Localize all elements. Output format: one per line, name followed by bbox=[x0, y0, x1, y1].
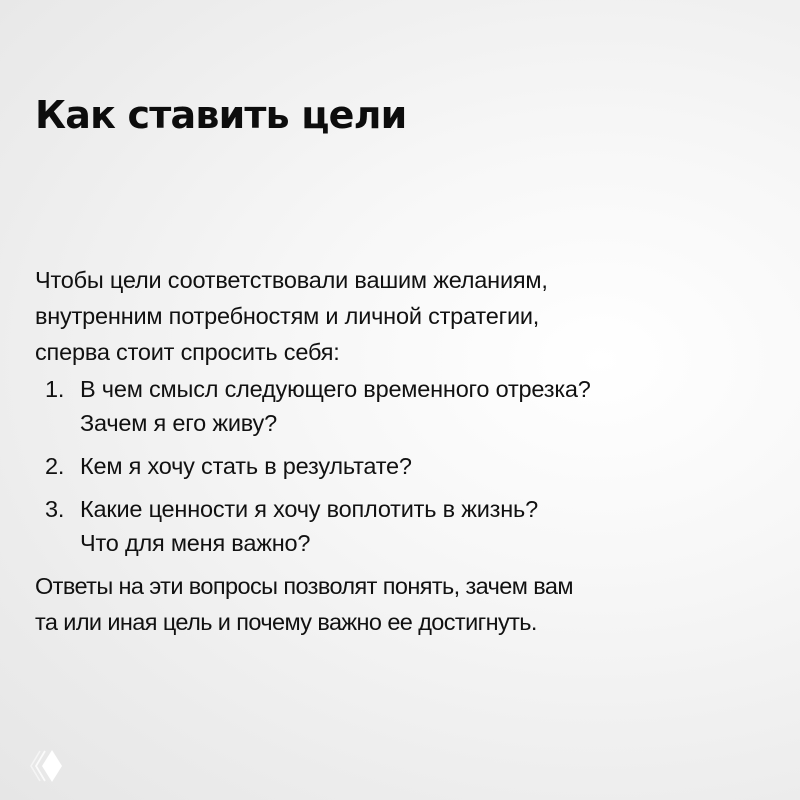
outro-line: Ответы на эти вопросы позволят понять, зачем вам bbox=[35, 573, 573, 599]
intro-line: сперва стоит спросить себя: bbox=[35, 339, 340, 365]
list-number: 2. bbox=[45, 453, 65, 479]
list-text bbox=[80, 449, 785, 483]
intro-line: внутренним потребностям и личной стратегии, bbox=[35, 303, 540, 329]
list-item bbox=[45, 372, 785, 440]
intro-line: Чтобы цели соответствовали вашим желаниям, bbox=[35, 267, 548, 293]
list-line: Что для меня важно? bbox=[80, 530, 311, 556]
list-line: Кем я хочу стать в результате? bbox=[80, 453, 412, 479]
slide-title: Как ставить цели bbox=[35, 93, 407, 137]
list-text bbox=[80, 372, 785, 440]
diamond-logo-icon bbox=[30, 748, 66, 784]
intro-paragraph bbox=[35, 262, 775, 370]
outro-paragraph bbox=[35, 568, 785, 640]
list-line: В чем смысл следующего временного отрезка? bbox=[80, 376, 591, 402]
list-item bbox=[45, 449, 785, 483]
list-line: Зачем я его живу? bbox=[80, 410, 277, 436]
list-item bbox=[45, 492, 785, 560]
outro-line: та или иная цель и почему важно ее достигнуть. bbox=[35, 609, 537, 635]
list-line: Какие ценности я хочу воплотить в жизнь? bbox=[80, 496, 538, 522]
list-number: 1. bbox=[45, 376, 65, 402]
questions-list bbox=[45, 372, 785, 569]
list-text bbox=[80, 492, 785, 560]
list-number: 3. bbox=[45, 496, 65, 522]
